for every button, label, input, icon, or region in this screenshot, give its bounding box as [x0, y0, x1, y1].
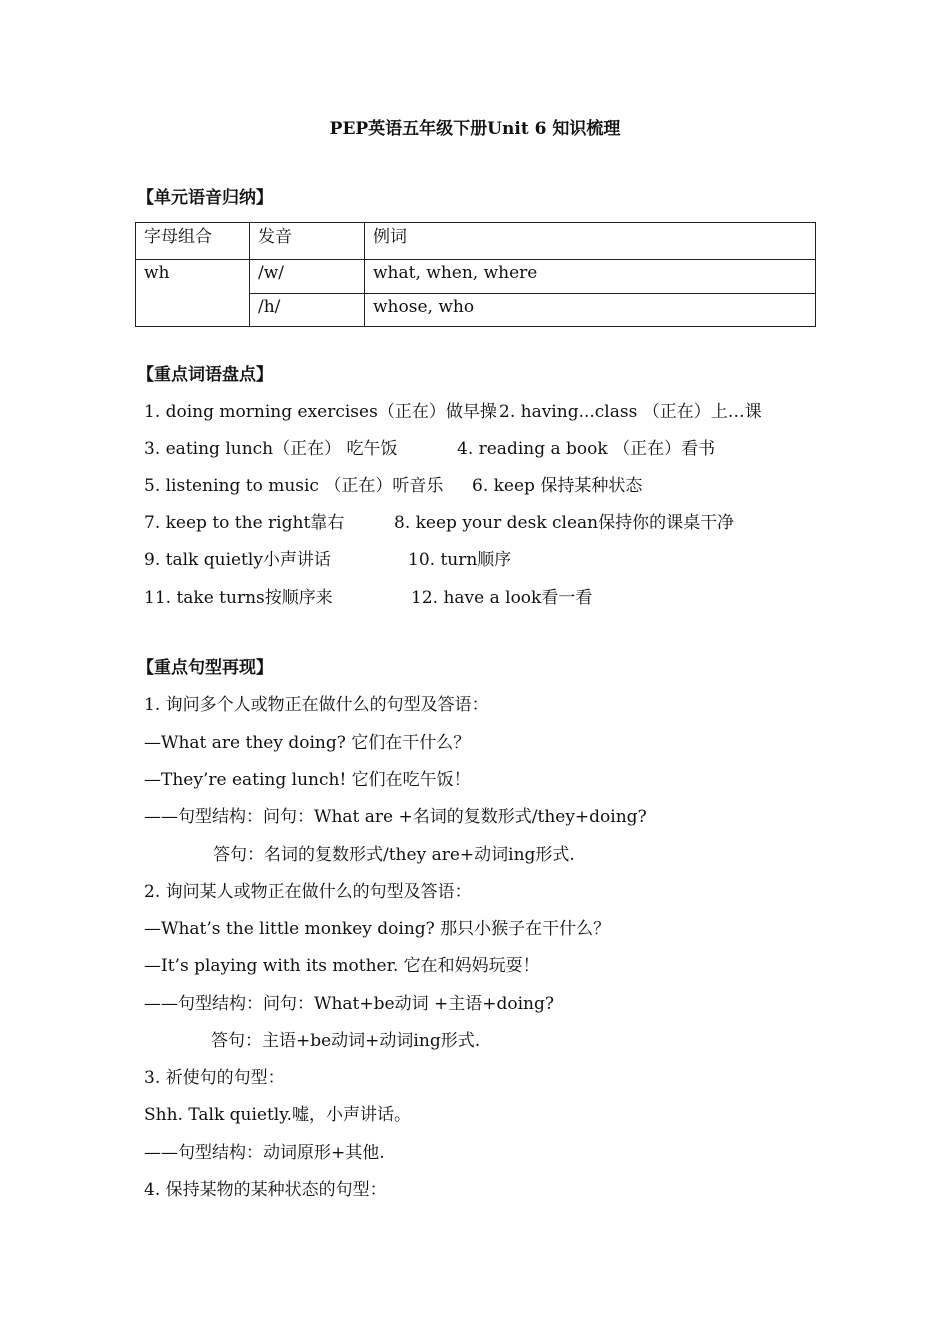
table-header-cell: 字母组合	[136, 223, 250, 260]
sentence-line: 1. 询问多个人或物正在做什么的句型及答语：	[144, 695, 489, 715]
sentence-line: ——句型结构：问句：What+be动词 +主语+doing?	[144, 994, 554, 1014]
document-title: PEP英语五年级下册Unit 6 知识梳理	[329, 119, 621, 139]
sentence-line: 4. 保持某物的某种状态的句型：	[144, 1180, 387, 1200]
vocab-item: 5. listening to music （正在）听音乐	[144, 476, 444, 496]
sentence-line: —What’s the little monkey doing? 那只小猴子在干什么？	[144, 919, 611, 939]
table-row	[136, 260, 816, 294]
table-cell-letter-combo: wh	[136, 260, 250, 327]
vocab-item: 1. doing morning exercises（正在）做早操	[144, 402, 497, 422]
table-cell-sound: /h/	[250, 294, 365, 327]
table-cell-examples: whose, who	[365, 294, 816, 327]
section-heading-sentences: 【重点句型再现】	[137, 658, 273, 678]
vocab-row	[144, 587, 593, 609]
vocab-item: 8. keep your desk clean保持你的课桌干净	[394, 513, 735, 533]
sentence-line: 2. 询问某人或物正在做什么的句型及答语：	[144, 882, 472, 902]
vocab-item: 4. reading a book （正在）看书	[457, 439, 716, 459]
vocab-item: 11. take turns按顺序来	[144, 588, 333, 608]
sentence-line: Shh. Talk quietly.嘘，小声讲话。	[144, 1105, 411, 1125]
sentence-line: 3. 祈使句的句型：	[144, 1068, 285, 1088]
vocab-item: 6. keep 保持某种状态	[472, 476, 643, 496]
sentence-line: 答句：名词的复数形式/they are+动词ing形式.	[213, 845, 575, 865]
sentence-line: —They’re eating lunch! 它们在吃午饭！	[144, 770, 471, 790]
sentence-line: ——句型结构：动词原形+其他.	[144, 1143, 385, 1163]
section-heading-vocab: 【重点词语盘点】	[137, 365, 273, 385]
phonics-table	[135, 222, 816, 327]
vocab-row	[144, 549, 512, 571]
vocab-item: 10. turn顺序	[408, 550, 512, 570]
section-heading-phonics: 【单元语音归纳】	[137, 188, 273, 208]
sentence-line: —What are they doing? 它们在干什么？	[144, 733, 471, 753]
vocab-row	[144, 475, 643, 497]
table-cell-examples: what, when, where	[365, 260, 816, 294]
table-header-row	[136, 223, 816, 260]
vocab-row	[144, 512, 735, 534]
table-header-cell: 例词	[365, 223, 816, 260]
vocab-item: 7. keep to the right靠右	[144, 513, 345, 533]
vocab-item: 3. eating lunch（正在） 吃午饭	[144, 439, 398, 459]
table-cell-sound: /w/	[250, 260, 365, 294]
sentence-line: —It’s playing with its mother. 它在和妈妈玩耍！	[144, 956, 540, 976]
vocab-row	[144, 401, 762, 423]
vocab-item: 12. have a look看一看	[411, 588, 593, 608]
sentence-line: 答句：主语+be动词+动词ing形式.	[211, 1031, 481, 1051]
table-header-cell: 发音	[250, 223, 365, 260]
vocab-item: 9. talk quietly小声讲话	[144, 550, 331, 570]
vocab-row	[144, 438, 716, 460]
vocab-item: 2. having...class （正在）上…课	[499, 402, 762, 422]
sentence-line: ——句型结构：问句：What are +名词的复数形式/they+doing?	[144, 807, 647, 827]
